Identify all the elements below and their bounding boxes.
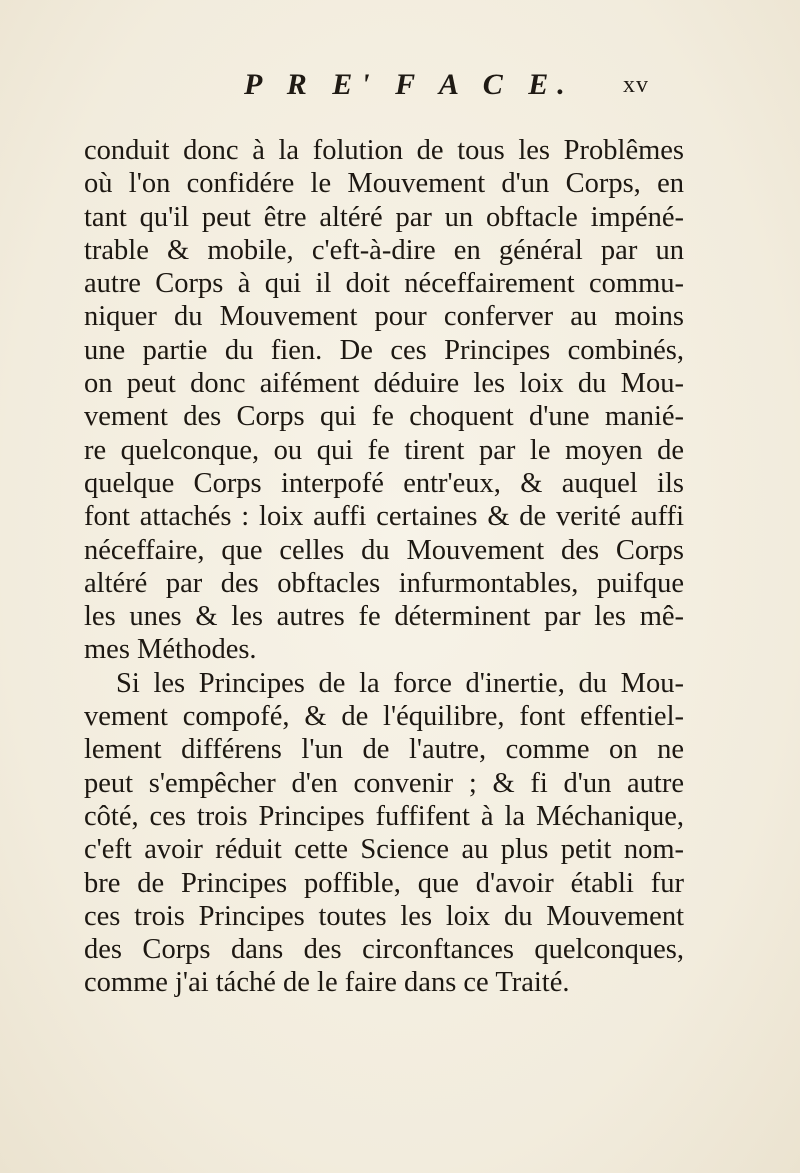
text-line: comme j'ai táché de le faire dans ce Traité. [84,967,570,999]
text-line: des Corps dans des circonftances quelconques, [84,934,684,966]
text-line: les unes & les autres fe déterminent par les mê- [84,601,684,633]
running-title: P R E' F A C E. [244,68,574,101]
text-line: quelque Corps interpofé entr'eux, & auquel ils [84,467,684,499]
text-line: lement différens l'un de l'autre, comme on ne [84,734,684,766]
text-line: vement compofé, & de l'équilibre, font effentiel- [84,701,684,733]
text-line: mes Méthodes. [84,634,257,666]
body-text [84,134,684,1000]
text-line: bre de Principes poffible, que d'avoir établi fur [84,867,684,899]
text-line: altéré par des obftacles infurmontables, puifque [84,567,684,599]
text-line: autre Corps à qui il doit néceffairement commu- [84,268,684,300]
text-line: ces trois Principes toutes les loix du Mouvement [84,900,684,932]
text-line: tant qu'il peut être altéré par un obftacle impéné- [84,201,684,233]
text-line: néceffaire, que celles du Mouvement des Corps [84,534,684,566]
page-number: xv [623,72,649,98]
text-line: re quelconque, ou qui fe tirent par le moyen de [84,434,684,466]
text-line: Si les Principes de la force d'inertie, du Mou- [116,667,684,699]
text-line: conduit donc à la folution de tous les Problêmes [84,135,684,166]
text-line: vement des Corps qui fe choquent d'une manié- [84,401,684,433]
running-head [0,68,800,108]
text-line: trable & mobile, c'eft-à-dire en général par un [84,234,684,266]
text-line: font attachés : loix auffi certaines & de verité auffi [84,501,684,533]
text-line: peut s'empêcher d'en convenir ; & fi d'un autre [84,767,684,799]
text-line: côté, ces trois Principes fuffifent à la Méchanique, [84,800,684,832]
text-line: c'eft avoir réduit cette Science au plus petit nom- [84,834,684,866]
text-line: où l'on confidére le Mouvement d'un Corps, en [84,168,684,200]
text-line: on peut donc aifément déduire les loix du Mou- [84,368,684,400]
text-line: niquer du Mouvement pour conferver au moins [84,301,684,333]
text-line: une partie du fien. De ces Principes combinés, [84,334,684,366]
